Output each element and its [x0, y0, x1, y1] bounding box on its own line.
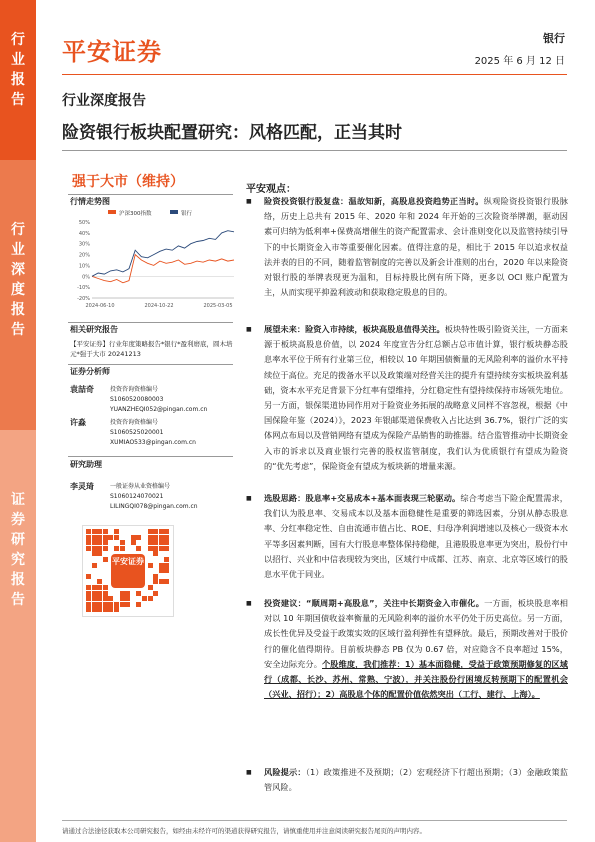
qr-module [153, 551, 158, 556]
point-text: 纵观险资投资银行股脉络，历史上总共有 2015 年、2020 年和 2024 年开始的三次险资举牌潮，驱动因素可归纳为低利率+保费高增催生的资产配置需求、会计准则变化以及监管持续引导下的中长期资金入市等重要催化因素。值得注意的是，相比于 2015 年以追求权益法并表的目的不同，随着监管制度的完善以及新会计准则的出台，2020 年以来险资对银行股的举牌表现更为温和，目标持股比例有所下降，更多以 OCI 账户配置为主，从而实现平抑盈利波动和获取稳定股息的目的。 [264, 196, 568, 298]
report-date: 2025 年 6 月 12 日 [474, 56, 565, 67]
company-logo: 平安证券 [62, 38, 162, 66]
assistant-email: LILINGQI078@pingan.com.cn [110, 503, 198, 510]
qr-module [125, 602, 130, 607]
assistant-cert-no: S1060124070021 [110, 493, 164, 500]
point-text: （1）政策推进不及预期；（2）宏观经济下行超出预期；（3）金融政策监管风险。 [264, 767, 568, 793]
bullet-icon: ■ [246, 326, 252, 333]
qr-module [120, 546, 125, 551]
qr-module [92, 591, 97, 596]
qr-module [164, 529, 169, 534]
qr-module [148, 540, 153, 545]
analyst-cert-label: 投资咨询资格编号 [110, 419, 159, 426]
qr-module [97, 540, 102, 545]
point-stock-selection [246, 491, 568, 582]
related-divider [68, 322, 233, 323]
point-title: 投资建议：“顺周期+高股息”，关注中长期资金入市催化。 [264, 598, 485, 608]
related-report-text: 【平安证券】行业年度策略报告*银行*盈利磨底，圆木培元*强于大市 20241213 [70, 340, 233, 358]
qr-module [153, 540, 158, 545]
qr-module [164, 540, 169, 545]
qr-module [153, 574, 158, 579]
legend-label: 沪深300指数 [119, 211, 152, 217]
qr-module [142, 596, 147, 601]
side-band-deep-report [0, 160, 36, 430]
series-line [92, 255, 234, 283]
point-risk [246, 765, 568, 795]
qr-module [120, 591, 125, 596]
rating-divider [68, 194, 233, 195]
x-tick-label: 2024-06-10 [85, 303, 115, 309]
qr-module [148, 585, 153, 590]
qr-module [92, 546, 97, 551]
qr-module [97, 546, 102, 551]
legend-label: 银行 [181, 211, 193, 217]
assistant-divider [68, 456, 233, 457]
assistant-cert-label: 一般证券从业资格编号 [110, 483, 171, 490]
qr-module [148, 529, 153, 534]
point-recommendation: 个股维度，我们推荐：1）基本面稳健，受益于政策预期修复的区域行（成都、长沙、苏州、常熟、宁波），并关注股份行困境反转预期下的配置机会（兴业、招行）；2）高股息个体的配置价值依然突出（工行、建行、上海）。 [264, 658, 568, 700]
y-tick-label: 0% [82, 274, 90, 281]
point-title: 展望未来：险资入市持续，板块高股息值得关注。 [264, 324, 445, 334]
qr-module [164, 563, 169, 568]
qr-module [164, 579, 169, 584]
title-divider [62, 150, 567, 151]
industry-label: 银行 [543, 32, 565, 45]
qr-module [159, 579, 164, 584]
rating: 强于大市（维持） [72, 174, 184, 190]
analyst-title: 证券分析师 [70, 367, 110, 376]
qr-module [153, 579, 158, 584]
qr-module [114, 607, 119, 612]
qr-module [86, 591, 91, 596]
header-divider [62, 74, 567, 75]
trend-title: 行情走势图 [70, 197, 110, 206]
qr-module [153, 546, 158, 551]
qr-module [114, 529, 119, 534]
qr-module [92, 585, 97, 590]
qr-module [159, 535, 164, 540]
analyst-cert-no: S1060525020001 [110, 429, 164, 436]
qr-module [97, 607, 102, 612]
bullet-icon: ■ [246, 495, 252, 502]
qr-module [131, 540, 136, 545]
qr-module [120, 596, 125, 601]
y-tick-label: -10% [77, 285, 90, 292]
qr-module [97, 529, 102, 534]
qr-module [148, 596, 153, 601]
qr-module [92, 602, 97, 607]
qr-module [97, 535, 102, 540]
qr-module [103, 529, 108, 534]
qr-module [153, 529, 158, 534]
qr-module [92, 596, 97, 601]
side-label-2: 行 业 深 度 报 告 [11, 222, 25, 338]
qr-module [136, 591, 141, 596]
qr-module [159, 529, 164, 534]
analyst-2 [70, 418, 238, 458]
qr-module [125, 591, 130, 596]
report-title: 险资银行板块配置研究：风格匹配，正当其时 [62, 123, 402, 143]
qr-module [153, 591, 158, 596]
qr-module [148, 535, 153, 540]
side-band-securities-report [0, 430, 36, 842]
analyst-email: XUMIAO533@pingan.com.cn [110, 439, 196, 446]
qr-module [120, 602, 125, 607]
analyst-divider [68, 364, 233, 365]
footer-divider [62, 820, 567, 821]
related-title: 相关研究报告 [70, 325, 118, 334]
qr-code[interactable] [82, 525, 174, 617]
qr-module [86, 529, 91, 534]
qr-module [103, 591, 108, 596]
analyst-cert-no: S1060520080003 [110, 396, 164, 403]
qr-module [103, 546, 108, 551]
qr-module [114, 602, 119, 607]
qr-module [103, 535, 108, 540]
qr-module [148, 546, 153, 551]
point-text: 板块特性吸引险资关注，一方面来源于板块高股息价值，以 2024 年度宣告分红总额占总市值计算，银行板块静态股息率水平位于所有行业第三位，相较以 10 年期国债衡量的无风险利率的溢价水平持续位于高位。充足的拨备水平以及政策端对经营关注的提升有望持续夯实板块盈利基础，资本水平充足背景下分红率有望维持，分红稳定性有望持续保持市场领先地位。另一方面，银保渠道协同作用对于险资业务拓展的战略意义同样不容忽视，根据《中国保险年鉴（2024）》，2023 年银邮渠道保费收入占比达到 36.7%，银行广泛的实体网点布局以及营销网络有望成为保险产品销售的助推器。结合监管推动中长期资金入市的诉求以及商业银行完善的股权监管制度，我们认为优质银行有望成为险资的“优先考虑”，保险资金有望成为板块新的增量来源。 [264, 324, 568, 471]
qr-module [86, 585, 91, 590]
point-outlook [246, 322, 568, 474]
qr-module [159, 563, 164, 568]
qr-module [120, 540, 125, 545]
price-trend-chart [68, 206, 238, 314]
bullet-icon: ■ [246, 600, 252, 607]
y-tick-label: 20% [78, 252, 90, 259]
qr-module [108, 596, 113, 601]
qr-module [108, 535, 113, 540]
point-text: 综合考虑当下险企配置需求，我们认为股息率、交易成本以及基本面稳健性是重要的筛选因素，分别从静态股息率、分红率稳定性、自由流通市值占比、ROE、归母净利润增速以及核心一级资本水平等多因素判断，国有大行股息率整体保持稳健，且港股股息率更为突出，股份行中以招行、兴业和中信表现较为突出，区域行中成都、江苏、南京、北京等区域行的股息水平优于同业。 [264, 493, 568, 580]
qr-module [86, 607, 91, 612]
series-line [92, 231, 234, 277]
qr-module [97, 585, 102, 590]
qr-module [159, 568, 164, 573]
y-tick-label: 30% [78, 241, 90, 248]
footer-note: 请通过合法途径获取本公司研究报告，如经由未经许可的渠道获得研究报告，请慎重使用并注意阅读研究报告尾页的声明内容。 [62, 827, 426, 835]
qr-module [103, 596, 108, 601]
point-title: 风险提示： [264, 767, 306, 777]
assistant-title: 研究助理 [70, 460, 102, 469]
qr-module [86, 574, 91, 579]
point-investment-advice [246, 596, 568, 702]
qr-module [92, 607, 97, 612]
qr-module [103, 540, 108, 545]
qr-module [86, 540, 91, 545]
qr-module [159, 540, 164, 545]
qr-module [131, 535, 136, 540]
qr-module [86, 535, 91, 540]
qr-module [103, 602, 108, 607]
point-text: 一方面，板块股息率相对以 10 年期国债收益率衡量的无风险利率的溢价水平仍处于历史高位。另一方面，成长性优异及受益于政策实效的区域行盈利弹性有望释放。最后，预期改善对于股价行的催化值得期待。目前板块静态 PB 仅为 0.67 倍，对应隐含不良率超过 15%，安全边际充分。 [264, 598, 568, 669]
assistant-name: 李灵琦 [70, 482, 94, 491]
qr-module [159, 546, 164, 551]
qr-module [125, 596, 130, 601]
qr-module [164, 568, 169, 573]
y-tick-label: 50% [78, 220, 90, 226]
qr-module [114, 535, 119, 540]
qr-module [92, 551, 97, 556]
side-band-industry-report [0, 0, 36, 160]
x-tick-label: 2025-03-05 [203, 303, 233, 309]
qr-module [114, 546, 119, 551]
qr-logo: 平安证券 [111, 554, 145, 588]
analyst-name: 袁喆奇 [70, 385, 94, 394]
point-title: 选股思路：股息率+交易成本+基本面表现三轮驱动。 [264, 493, 461, 503]
point-title: 险资投资银行股复盘：温故知新，高股息投资趋势正当时。 [264, 196, 484, 206]
qr-module [97, 551, 102, 556]
y-tick-label: -20% [77, 296, 90, 302]
qr-module [103, 607, 108, 612]
y-tick-label: 10% [78, 263, 90, 270]
point-review [246, 194, 568, 300]
y-tick-label: 40% [78, 230, 90, 237]
side-label-1: 行 业 报 告 [11, 32, 25, 108]
doc-type: 行业深度报告 [62, 93, 146, 109]
legend-swatch [108, 210, 116, 214]
qr-module [103, 557, 108, 562]
qr-module [97, 579, 102, 584]
legend-swatch [170, 210, 178, 214]
analyst-cert-label: 投资咨询资格编号 [110, 386, 159, 393]
analyst-name: 许淼 [70, 418, 86, 427]
viewpoint-heading: 平安观点： [246, 184, 296, 195]
qr-module [148, 563, 153, 568]
qr-module [164, 557, 169, 562]
qr-module [97, 602, 102, 607]
qr-module [108, 602, 113, 607]
assistant-1 [70, 482, 238, 522]
qr-module [136, 546, 141, 551]
qr-module [92, 563, 97, 568]
qr-module [86, 596, 91, 601]
qr-module [86, 602, 91, 607]
qr-module [92, 540, 97, 545]
qr-module [86, 546, 91, 551]
qr-module [136, 535, 141, 540]
qr-module [108, 607, 113, 612]
qr-module [92, 529, 97, 534]
qr-module [164, 535, 169, 540]
qr-module [97, 591, 102, 596]
qr-module [164, 546, 169, 551]
qr-module [103, 585, 108, 590]
qr-module [92, 535, 97, 540]
qr-module [136, 602, 141, 607]
analyst-email: YUANZHEQI052@pingan.com.cn [110, 406, 208, 413]
qr-module [97, 596, 102, 601]
side-label-3: 证 券 研 究 报 告 [11, 492, 25, 608]
bullet-icon: ■ [246, 769, 252, 776]
bullet-icon: ■ [246, 198, 252, 205]
qr-module [153, 535, 158, 540]
x-tick-label: 2024-10-22 [144, 303, 174, 309]
